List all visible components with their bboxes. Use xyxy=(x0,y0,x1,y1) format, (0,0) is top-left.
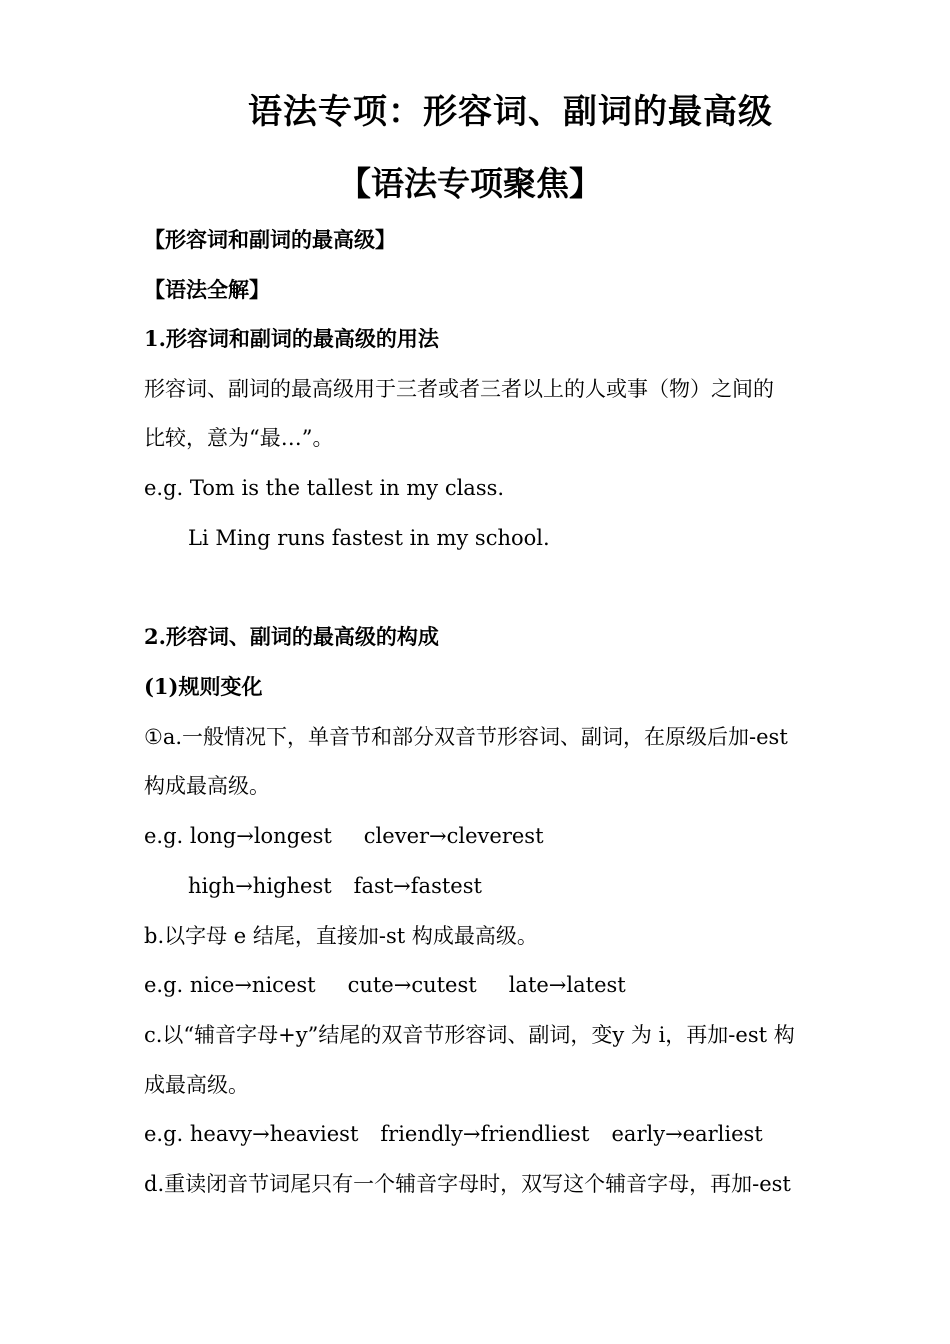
rule-d-line1: d.重读闭音节词尾只有一个辅音字母时，双写这个辅音字母，再加-est xyxy=(144,1172,791,1196)
example-item: friendly→friendliest xyxy=(380,1122,590,1146)
page-subtitle: 【语法专项聚焦】 xyxy=(338,164,602,203)
rule-b-text: b.以字母 e 结尾，直接加-st 构成最高级。 xyxy=(144,924,538,948)
part1-heading: 1.形容词和副词的最高级的用法 xyxy=(144,326,439,351)
section-heading: 【形容词和副词的最高级】 xyxy=(144,227,396,252)
rule-b-example-row xyxy=(144,970,626,1000)
example-item: high→highest xyxy=(188,874,332,898)
example-item: clever→cleverest xyxy=(363,824,544,848)
example-item: early→earliest xyxy=(611,1122,763,1146)
example-item: cute→cutest xyxy=(347,973,477,997)
part1-text-line2: 比较，意为“最…”。 xyxy=(144,426,334,450)
example-item: e.g. nice→nicest xyxy=(144,973,316,997)
overview-heading: 【语法全解】 xyxy=(144,277,270,302)
page-title: 语法专项：形容词、副词的最高级 xyxy=(248,92,773,132)
rule-a-example-row2 xyxy=(188,871,482,901)
rule-c-line1: c.以“辅音字母+y”结尾的双音节形容词、副词，变y 为 i，再加-est 构 xyxy=(144,1023,795,1047)
part1-example1: e.g. Tom is the tallest in my class. xyxy=(144,476,505,500)
example-item: late→latest xyxy=(508,973,626,997)
part1-text-line1: 形容词、副词的最高级用于三者或者三者以上的人或事（物）之间的 xyxy=(144,377,774,401)
rule-c-example-row xyxy=(144,1119,763,1149)
example-item: fast→fastest xyxy=(353,874,482,898)
rule-c-line2: 成最高级。 xyxy=(144,1073,249,1097)
part2-heading: 2.形容词、副词的最高级的构成 xyxy=(144,624,439,649)
rule-a-line1: ①a.一般情况下，单音节和部分双音节形容词、副词，在原级后加-est xyxy=(144,725,788,749)
rule-a-example-row1 xyxy=(144,821,544,851)
part2-subheading: (1)规则变化 xyxy=(144,674,263,699)
rule-a-line2: 构成最高级。 xyxy=(144,774,270,798)
example-item: e.g. long→longest xyxy=(144,824,332,848)
part1-example2: Li Ming runs fastest in my school. xyxy=(188,526,550,550)
example-item: e.g. heavy→heaviest xyxy=(144,1122,359,1146)
